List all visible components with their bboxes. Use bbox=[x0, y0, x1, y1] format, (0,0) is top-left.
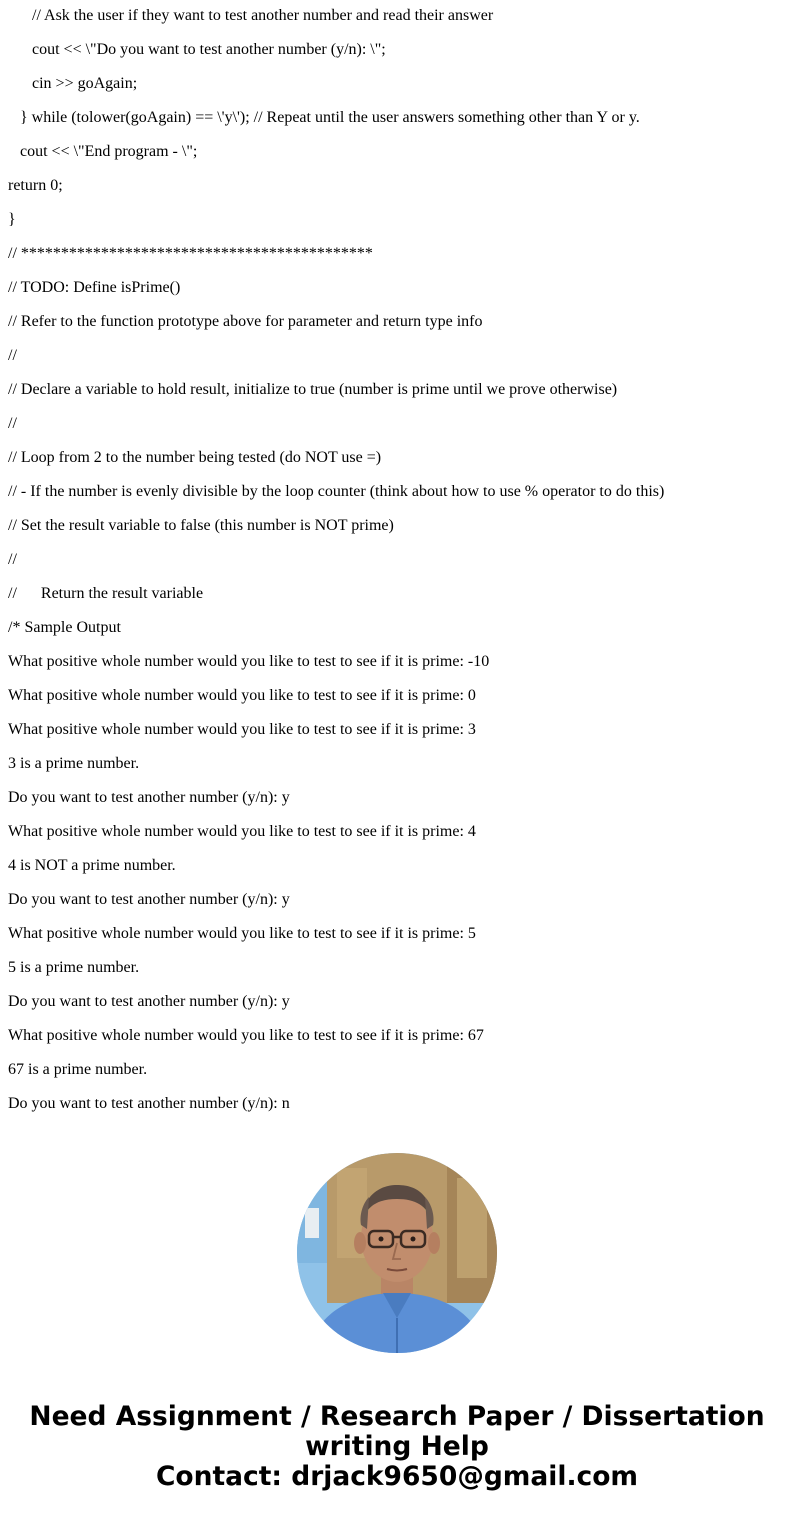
sample-output-line: What positive whole number would you like to test to see if it is prime: 67 bbox=[8, 1027, 484, 1044]
sample-output-line: Do you want to test another number (y/n): y bbox=[8, 891, 290, 908]
sample-output-line: 67 is a prime number. bbox=[8, 1061, 148, 1078]
sample-output-line: Do you want to test another number (y/n): y bbox=[8, 789, 290, 806]
author-avatar bbox=[297, 1153, 497, 1353]
code-line: // bbox=[8, 347, 17, 364]
code-line: } while (tolower(goAgain) == \'y\'); // Repeat until the user answers something other than Y or y. bbox=[8, 109, 640, 126]
code-line: // Loop from 2 to the number being tested (do NOT use =) bbox=[8, 449, 382, 466]
code-line: return 0; bbox=[8, 177, 63, 194]
sample-output-line: 3 is a prime number. bbox=[8, 755, 140, 772]
sample-output-line: What positive whole number would you like to test to see if it is prime: 4 bbox=[8, 823, 476, 840]
code-line: // Refer to the function prototype above for parameter and return type info bbox=[8, 313, 483, 330]
code-line: // Set the result variable to false (this number is NOT prime) bbox=[8, 517, 394, 534]
code-line: // bbox=[8, 415, 17, 432]
banner-line-1: Need Assignment / Research Paper / Dissertation bbox=[29, 1401, 765, 1432]
assignment-help-banner bbox=[0, 1402, 794, 1492]
code-line: cout << \"Do you want to test another number (y/n): \"; bbox=[8, 41, 386, 58]
sample-output-line: What positive whole number would you like to test to see if it is prime: 5 bbox=[8, 925, 476, 942]
code-line: // - If the number is evenly divisible by the loop counter (think about how to use % operator to do this) bbox=[8, 483, 665, 500]
sample-output-line: 4 is NOT a prime number. bbox=[8, 857, 176, 874]
code-line: } bbox=[8, 211, 16, 228]
code-line: // Ask the user if they want to test another number and read their answer bbox=[8, 7, 494, 24]
code-line: cin >> goAgain; bbox=[8, 75, 138, 92]
code-line: // TODO: Define isPrime() bbox=[8, 279, 181, 296]
code-line: // bbox=[8, 551, 17, 568]
sample-output-line: What positive whole number would you like to test to see if it is prime: -10 bbox=[8, 653, 490, 670]
sample-output-line: Do you want to test another number (y/n): y bbox=[8, 993, 290, 1010]
avatar-portrait-image bbox=[297, 1153, 497, 1353]
code-line: // Declare a variable to hold result, initialize to true (number is prime until we prove otherwise) bbox=[8, 381, 618, 398]
code-line: /* Sample Output bbox=[8, 619, 121, 636]
sample-output-line: What positive whole number would you like to test to see if it is prime: 3 bbox=[8, 721, 476, 738]
sample-output-line: Do you want to test another number (y/n): n bbox=[8, 1095, 290, 1112]
banner-line-2: writing Help bbox=[305, 1431, 489, 1462]
sample-output-line: 5 is a prime number. bbox=[8, 959, 140, 976]
code-document bbox=[8, 0, 788, 1122]
code-line: // Return the result variable bbox=[8, 585, 204, 602]
code-line: // ******************************************** bbox=[8, 245, 373, 262]
banner-contact-line: Contact: drjack9650@gmail.com bbox=[155, 1461, 639, 1492]
code-line: cout << \"End program - \"; bbox=[8, 143, 198, 160]
sample-output-line: What positive whole number would you like to test to see if it is prime: 0 bbox=[8, 687, 476, 704]
